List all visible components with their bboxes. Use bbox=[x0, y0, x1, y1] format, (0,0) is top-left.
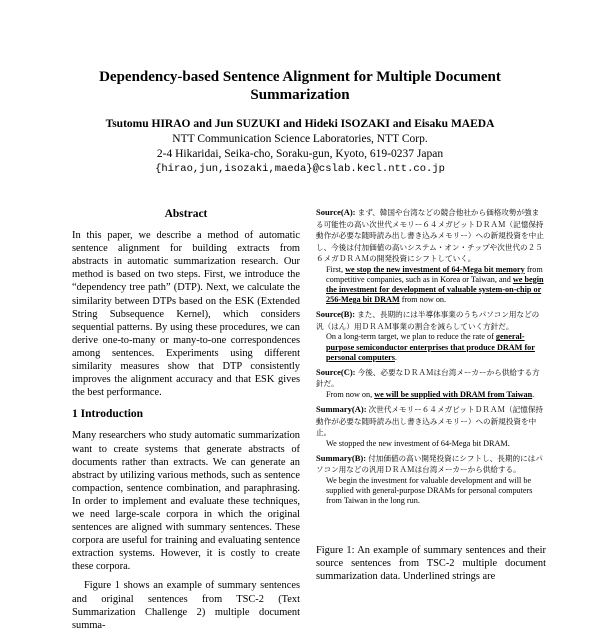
entry-english: On a long-term target, we plan to reduce the rate of general-purpose semiconductor enterprises that produce DRAM for personal computers. bbox=[326, 332, 535, 362]
entry-japanese: 付加価値の高い開発投資にシフトし、長期的にはパソコン用などの汎用ＤＲＡＭは台湾メーカーから供給する。 bbox=[316, 453, 543, 475]
entry-label: Source(C): bbox=[316, 366, 356, 377]
entry-label: Source(B): bbox=[316, 309, 356, 320]
entry-japanese: また、長期的には半導体事業のうちパソコン用などの汎（はん）用ＤＲＡＭ事業の割合を減らしていく方針だ。 bbox=[316, 310, 540, 331]
title-line-2: Summarization bbox=[250, 87, 350, 103]
figure-1 bbox=[316, 207, 546, 510]
author-block bbox=[0, 117, 600, 177]
entry-english: From now on, we will be supplied with DRAM from Taiwan. bbox=[326, 389, 535, 399]
author-names: Tsutomu HIRAO and Jun SUZUKI and Hideki ISOZAKI and Eisaku MAEDA bbox=[105, 118, 495, 130]
intro-paragraph-1: Many researchers who study automatic summarization want to create systems that generate abstracts of documents rather than extracts. We can generate an abstract by utilizing various methods, such as sentence compaction, sentence combination, and paraphrasing. In order to implement and evaluate these techniques, we need large-scale corpora in which the original sentences are aligned with summary sentences. These corpora are useful for training and evaluating sentence extraction systems. However, it is costly to create these corpora. bbox=[72, 430, 300, 573]
figure-entry bbox=[316, 453, 546, 507]
figure-entry bbox=[316, 367, 546, 400]
entry-label: Summary(B): bbox=[316, 452, 367, 463]
address: 2-4 Hikaridai, Seika-cho, Soraku-gun, Kyoto, 619-0237 Japan bbox=[156, 148, 444, 160]
figure-entry bbox=[316, 309, 546, 363]
entry-english: We stopped the new investment of 64-Mega bit DRAM. bbox=[326, 438, 510, 448]
figure-entry bbox=[316, 404, 546, 449]
title-line-1: Dependency-based Sentence Alignment for Multiple Document bbox=[99, 69, 501, 85]
abstract-text: In this paper, we describe a method of automatic sentence alignment for building extracts from abstracts in automatic summarization research. Our method is based on two steps. First, we introduce the “dependency tree path” (DTP). Next, we calculate the similarity between DTPs based on the ESK (Extended String Subsequence Kernel), which considers sequential patterns. By using these procedures, we can derive one-to-many or many-to-one correspondences among sentences. Experiments using different similarity measures show that DTP consistently improves the alignment accuracy and that ESK gives the best performance. bbox=[72, 230, 300, 399]
figure-entry bbox=[316, 207, 546, 305]
entry-japanese: 今後、必要なＤＲＡＭは台湾メーカーから供給する方針だ。 bbox=[316, 367, 540, 389]
entry-english: We begin the investment for valuable development and will be supplied with general-purpose DRAMs for personal computers from Taiwan in the long run. bbox=[326, 475, 533, 506]
email: {hirao,jun,isozaki,maeda}@cslab.kecl.ntt.co.jp bbox=[155, 163, 445, 175]
entry-label: Source(A): bbox=[316, 207, 356, 217]
entry-label: Summary(A): bbox=[316, 404, 367, 415]
left-column bbox=[72, 208, 300, 632]
entry-japanese: まず、韓国や台湾などの競合他社から価格攻勢が強まる可能性の高い次世代メモリー６４メガビットＤＲＡＭ（記憶保持動作が必要な随時読み出し書き込みメモリー）への新規投資を中止し、今後は付加価値の高いシステム・オン・チップや次世代の２５６メガＤＲＡＭの開発投資にシフトしていく。 bbox=[316, 208, 544, 263]
intro-paragraph-2: Figure 1 shows an example of summary sentences and original sentences from TSC-2 (Text Summarization Challenge 2) multiple document summa- bbox=[72, 580, 300, 631]
paper-title bbox=[0, 68, 600, 104]
entry-japanese: 次世代メモリー６４メガビットＤＲＡＭ（記憶保持動作が必要な随時読み出し書き込みメモリー）への新規投資を中止。 bbox=[316, 405, 544, 438]
affiliation: NTT Communication Science Laboratories, NTT Corp. bbox=[172, 133, 428, 145]
intro-heading: 1 Introduction bbox=[72, 408, 144, 421]
figure-caption: Figure 1: An example of summary sentences and their source sentences from TSC-2 multiple document summarization data. Underlined strings are bbox=[316, 545, 546, 582]
abstract-heading: Abstract bbox=[164, 208, 208, 220]
entry-english: First, we stop the new investment of 64-Mega bit memory from competitive companies, such as in Korea or Taiwan, and we begin the investment for development of valuable system-on-chip or 256-Mega bit DRAM from now on. bbox=[326, 264, 544, 305]
